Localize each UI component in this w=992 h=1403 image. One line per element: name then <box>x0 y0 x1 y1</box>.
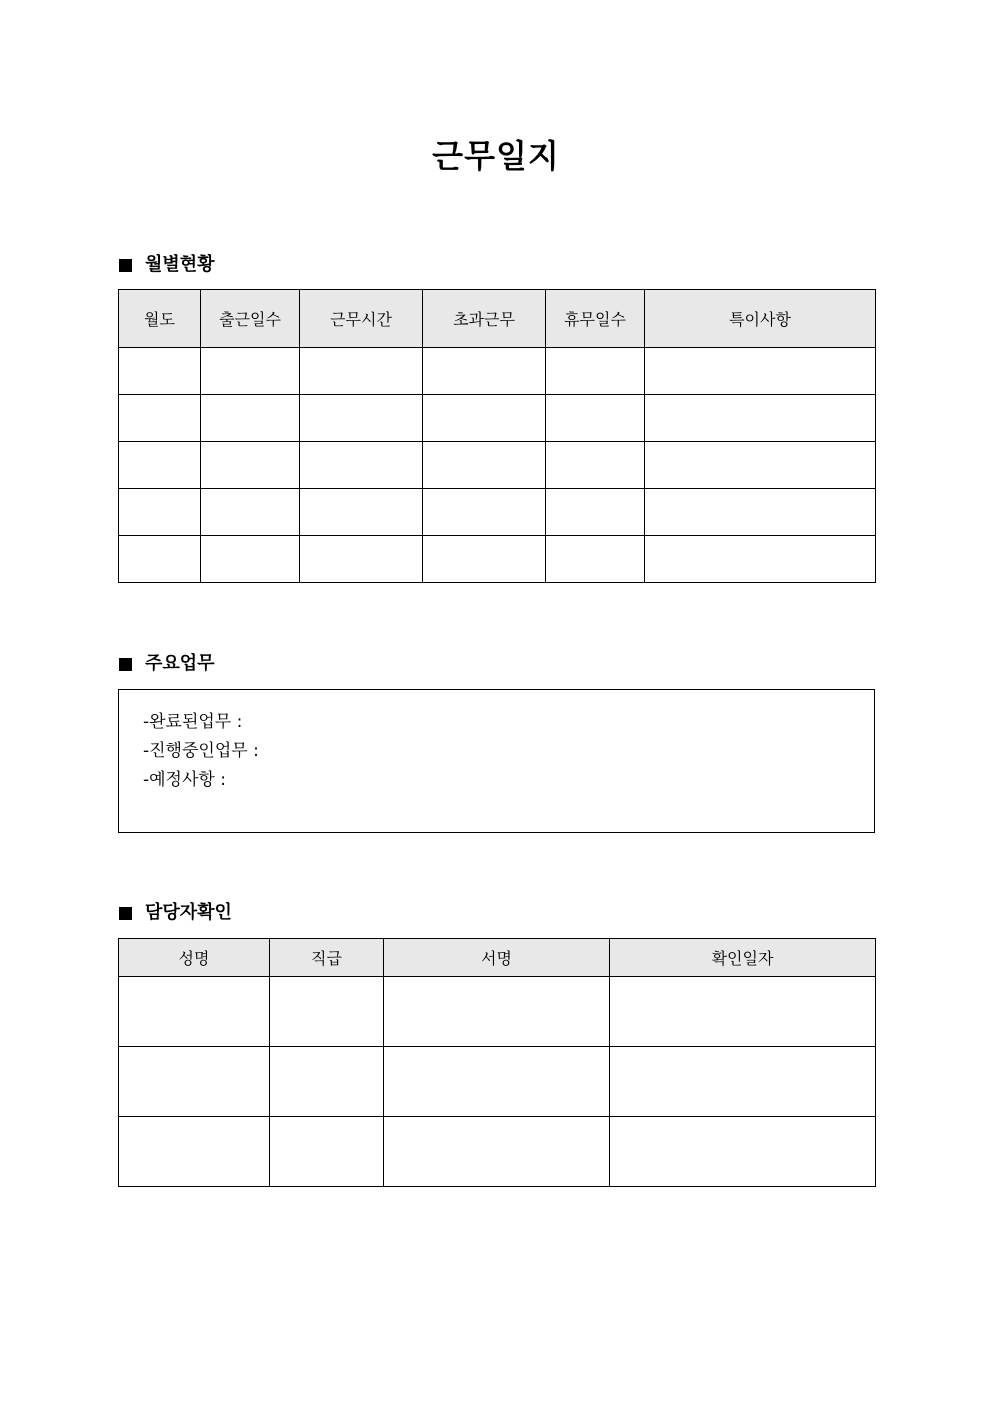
table-cell[interactable] <box>610 977 876 1047</box>
table-cell[interactable] <box>645 395 876 442</box>
square-bullet-icon <box>119 658 132 671</box>
column-header-attendance-days: 출근일수 <box>201 290 300 348</box>
monthly-status-heading-label: 월별현황 <box>145 254 215 275</box>
table-cell[interactable] <box>384 1117 610 1187</box>
main-tasks-box <box>118 689 875 833</box>
table-row <box>119 1117 876 1187</box>
monthly-status-heading <box>119 253 215 277</box>
table-cell[interactable] <box>300 489 423 536</box>
table-cell[interactable] <box>119 1047 270 1117</box>
table-cell[interactable] <box>300 442 423 489</box>
column-header-overtime: 초과근무 <box>423 290 546 348</box>
main-tasks-heading <box>119 652 215 676</box>
table-cell[interactable] <box>423 489 546 536</box>
table-cell[interactable] <box>384 1047 610 1117</box>
table-cell[interactable] <box>270 1047 384 1117</box>
table-cell[interactable] <box>119 489 201 536</box>
table-cell[interactable] <box>119 442 201 489</box>
column-header-work-hours: 근무시간 <box>300 290 423 348</box>
table-cell[interactable] <box>546 442 645 489</box>
table-cell[interactable] <box>645 348 876 395</box>
table-cell[interactable] <box>119 977 270 1047</box>
column-header-days-off: 휴무일수 <box>546 290 645 348</box>
table-row <box>119 1047 876 1117</box>
table-cell[interactable] <box>423 536 546 583</box>
in-progress-tasks-line[interactable]: -진행중인업무 : <box>143 741 259 761</box>
square-bullet-icon <box>119 259 132 272</box>
column-header-name: 성명 <box>119 939 270 977</box>
table-cell[interactable] <box>610 1047 876 1117</box>
table-row <box>119 536 876 583</box>
table-cell[interactable] <box>201 348 300 395</box>
table-row <box>119 348 876 395</box>
table-cell[interactable] <box>546 489 645 536</box>
table-cell[interactable] <box>300 348 423 395</box>
table-cell[interactable] <box>546 536 645 583</box>
table-cell[interactable] <box>423 348 546 395</box>
table-cell[interactable] <box>119 348 201 395</box>
table-row <box>119 442 876 489</box>
table-cell[interactable] <box>423 395 546 442</box>
table-cell[interactable] <box>201 442 300 489</box>
table-cell[interactable] <box>201 395 300 442</box>
table-row <box>119 395 876 442</box>
column-header-signature: 서명 <box>384 939 610 977</box>
table-cell[interactable] <box>201 489 300 536</box>
table-cell[interactable] <box>119 536 201 583</box>
table-cell[interactable] <box>201 536 300 583</box>
column-header-position: 직급 <box>270 939 384 977</box>
table-cell[interactable] <box>645 489 876 536</box>
table-cell[interactable] <box>119 395 201 442</box>
table-cell[interactable] <box>546 348 645 395</box>
column-header-month: 월도 <box>119 290 201 348</box>
manager-confirmation-heading <box>119 901 232 925</box>
table-cell[interactable] <box>270 977 384 1047</box>
table-cell[interactable] <box>270 1117 384 1187</box>
table-cell[interactable] <box>300 536 423 583</box>
column-header-confirmation-date: 확인일자 <box>610 939 876 977</box>
completed-tasks-line[interactable]: -완료된업무 : <box>143 712 243 732</box>
table-row <box>119 489 876 536</box>
table-cell[interactable] <box>384 977 610 1047</box>
table-cell[interactable] <box>423 442 546 489</box>
table-header-row <box>119 939 876 977</box>
manager-confirmation-table <box>118 938 876 1187</box>
planned-tasks-line[interactable]: -예정사항 : <box>143 770 226 790</box>
table-cell[interactable] <box>645 442 876 489</box>
table-cell[interactable] <box>645 536 876 583</box>
manager-confirmation-heading-label: 담당자확인 <box>145 902 232 923</box>
table-cell[interactable] <box>119 1117 270 1187</box>
table-cell[interactable] <box>546 395 645 442</box>
table-cell[interactable] <box>300 395 423 442</box>
document-title: 근무일지 <box>432 137 560 175</box>
column-header-remarks: 특이사항 <box>645 290 876 348</box>
main-tasks-heading-label: 주요업무 <box>145 653 215 674</box>
monthly-status-table <box>118 289 876 583</box>
table-cell[interactable] <box>610 1117 876 1187</box>
table-row <box>119 977 876 1047</box>
square-bullet-icon <box>119 907 132 920</box>
table-header-row <box>119 290 876 348</box>
